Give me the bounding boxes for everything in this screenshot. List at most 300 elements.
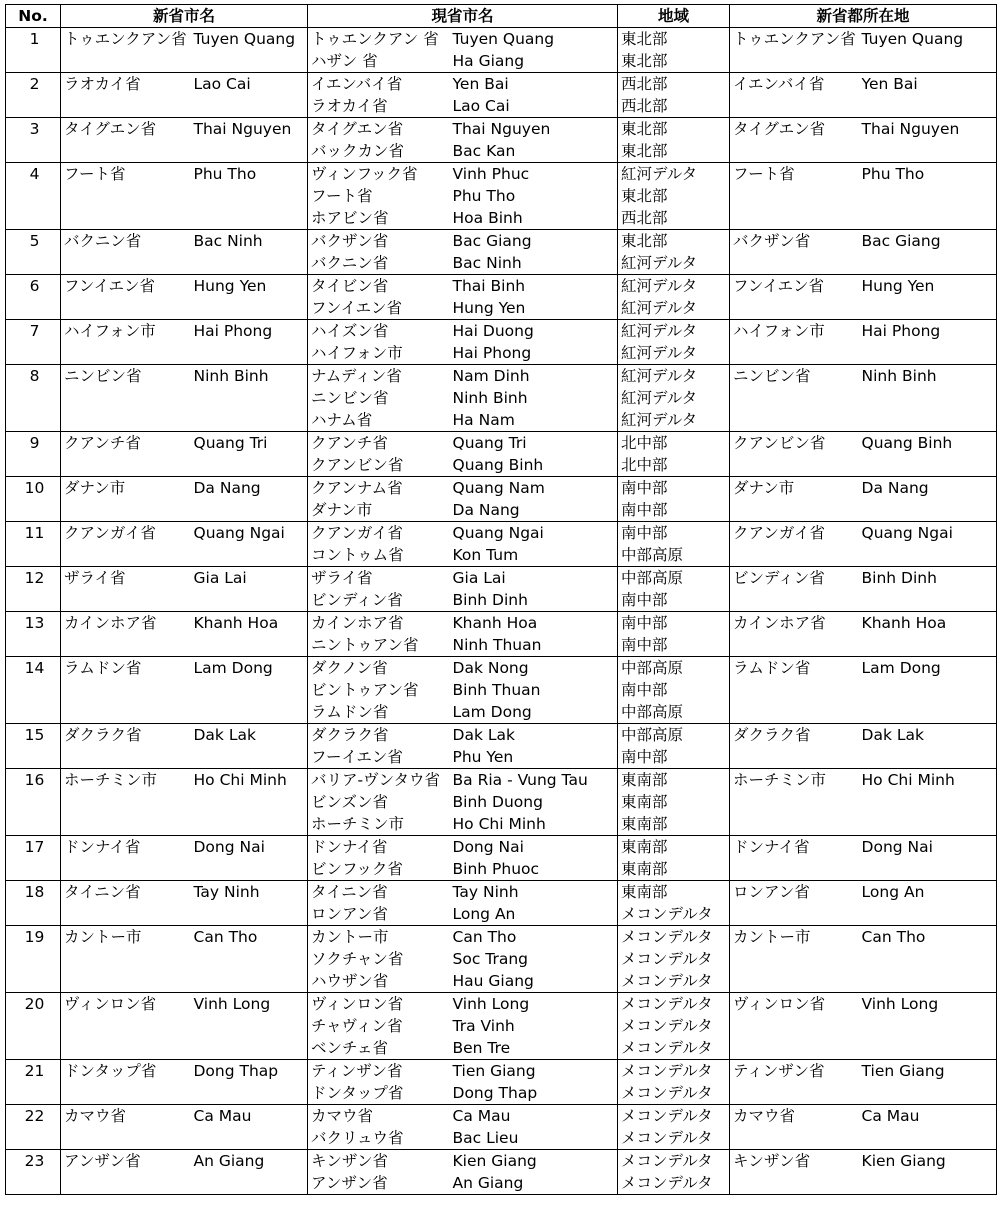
current-name-jp: ダクラク省: [308, 724, 450, 747]
capital-en: [859, 342, 997, 365]
region-cell: 西北部: [618, 73, 730, 96]
current-name-jp: コントゥム省: [308, 544, 450, 567]
current-name-en: Dong Nai: [450, 836, 618, 859]
capital-en: [859, 1127, 997, 1150]
current-name-jp: トゥエンクアン 省: [308, 28, 450, 51]
capital-en: [859, 1172, 997, 1195]
capital-en: Long An: [859, 881, 997, 904]
row-number: 19: [6, 926, 61, 949]
region-cell: 東南部: [618, 791, 730, 813]
region-cell: 東南部: [618, 858, 730, 881]
region-cell: 南中部: [618, 589, 730, 612]
row-number: 14: [6, 657, 61, 680]
row-number: 4: [6, 163, 61, 186]
current-name-jp: クアンガイ省: [308, 522, 450, 545]
new-name-en: Dong Nai: [191, 836, 308, 859]
current-name-jp: フンイエン省: [308, 297, 450, 320]
row-number: 5: [6, 230, 61, 253]
header-current-name: 現省市名: [308, 5, 618, 28]
current-name-jp: タイニン省: [308, 881, 450, 904]
capital-jp: ニンビン省: [730, 365, 859, 388]
capital-jp: カントー市: [730, 926, 859, 949]
row-number: [6, 970, 61, 993]
current-name-en: Lao Cai: [450, 95, 618, 118]
capital-en: Khanh Hoa: [859, 612, 997, 635]
table-row: [6, 567, 997, 590]
capital-en: [859, 185, 997, 207]
capital-en: Tien Giang: [859, 1060, 997, 1083]
table-row: [6, 701, 997, 724]
current-name-en: Quang Binh: [450, 454, 618, 477]
capital-jp: イエンバイ省: [730, 73, 859, 96]
row-number: 23: [6, 1150, 61, 1173]
capital-jp: カインホア省: [730, 612, 859, 635]
capital-jp: フート省: [730, 163, 859, 186]
current-name-en: Can Tho: [450, 926, 618, 949]
current-name-jp: バックカン省: [308, 140, 450, 163]
region-cell: メコンデルタ: [618, 1060, 730, 1083]
current-name-jp: クアンチ省: [308, 432, 450, 455]
row-number: 22: [6, 1105, 61, 1128]
current-name-en: Quang Ngai: [450, 522, 618, 545]
new-name-en: [191, 948, 308, 970]
new-name-jp: [61, 140, 191, 163]
capital-en: [859, 1082, 997, 1105]
table-row: [6, 163, 997, 186]
current-name-en: Bac Kan: [450, 140, 618, 163]
row-number: [6, 387, 61, 409]
region-cell: 南中部: [618, 499, 730, 522]
table-row: [6, 432, 997, 455]
row-number: [6, 1172, 61, 1195]
row-number: 2: [6, 73, 61, 96]
current-name-en: Lam Dong: [450, 701, 618, 724]
row-number: 17: [6, 836, 61, 859]
capital-en: Ca Mau: [859, 1105, 997, 1128]
table-row: [6, 836, 997, 859]
region-cell: メコンデルタ: [618, 1127, 730, 1150]
new-name-en: [191, 1127, 308, 1150]
capital-en: [859, 140, 997, 163]
new-name-jp: ホーチミン市: [61, 769, 191, 792]
new-name-jp: [61, 185, 191, 207]
region-cell: 紅河デルタ: [618, 409, 730, 432]
new-name-en: [191, 544, 308, 567]
current-name-en: Vinh Long: [450, 993, 618, 1016]
new-name-jp: [61, 679, 191, 701]
capital-jp: [730, 1037, 859, 1060]
current-name-en: An Giang: [450, 1172, 618, 1195]
capital-jp: ハイフォン市: [730, 320, 859, 343]
row-number: [6, 813, 61, 836]
new-name-en: [191, 1037, 308, 1060]
new-name-en: Bac Ninh: [191, 230, 308, 253]
capital-jp: [730, 634, 859, 657]
current-name-en: Bac Lieu: [450, 1127, 618, 1150]
row-number: 18: [6, 881, 61, 904]
current-name-jp: キンザン省: [308, 1150, 450, 1173]
region-cell: 東南部: [618, 881, 730, 904]
row-number: 7: [6, 320, 61, 343]
current-name-en: Khanh Hoa: [450, 612, 618, 635]
table-row: [6, 1037, 997, 1060]
current-name-jp: ダナン市: [308, 499, 450, 522]
new-name-en: Can Tho: [191, 926, 308, 949]
current-name-en: Hau Giang: [450, 970, 618, 993]
new-name-en: [191, 499, 308, 522]
current-name-en: Hoa Binh: [450, 207, 618, 230]
capital-en: [859, 589, 997, 612]
row-number: [6, 499, 61, 522]
capital-jp: トゥエンクアン省: [730, 28, 859, 51]
capital-en: Vinh Long: [859, 993, 997, 1016]
current-name-jp: ビントゥアン省: [308, 679, 450, 701]
new-name-en: [191, 970, 308, 993]
current-name-jp: ホアビン省: [308, 207, 450, 230]
new-name-jp: [61, 387, 191, 409]
current-name-en: Binh Phuoc: [450, 858, 618, 881]
capital-jp: ホーチミン市: [730, 769, 859, 792]
region-cell: 東北部: [618, 230, 730, 253]
current-name-en: Ho Chi Minh: [450, 813, 618, 836]
capital-en: [859, 499, 997, 522]
new-name-en: [191, 746, 308, 769]
current-name-en: Long An: [450, 903, 618, 926]
current-name-en: Ninh Binh: [450, 387, 618, 409]
row-number: 20: [6, 993, 61, 1016]
new-name-en: [191, 252, 308, 275]
new-name-jp: [61, 903, 191, 926]
new-name-jp: ダナン市: [61, 477, 191, 500]
current-name-jp: バクザン省: [308, 230, 450, 253]
row-number: [6, 589, 61, 612]
new-name-jp: タイニン省: [61, 881, 191, 904]
capital-en: Dak Lak: [859, 724, 997, 747]
capital-en: [859, 858, 997, 881]
table-row: [6, 387, 997, 409]
new-name-jp: [61, 746, 191, 769]
capital-jp: タイグエン省: [730, 118, 859, 141]
current-name-jp: ハイフォン市: [308, 342, 450, 365]
table-row: [6, 970, 997, 993]
new-name-jp: クアンチ省: [61, 432, 191, 455]
capital-jp: [730, 387, 859, 409]
current-name-jp: タイグエン省: [308, 118, 450, 141]
new-name-jp: トゥエンクアン省: [61, 28, 191, 51]
capital-en: [859, 701, 997, 724]
current-name-jp: ラオカイ省: [308, 95, 450, 118]
current-name-jp: チャヴィン省: [308, 1015, 450, 1037]
capital-jp: [730, 454, 859, 477]
capital-en: [859, 95, 997, 118]
row-number: 11: [6, 522, 61, 545]
current-name-jp: ナムディン省: [308, 365, 450, 388]
new-name-jp: カントー市: [61, 926, 191, 949]
table-row: [6, 724, 997, 747]
table-row: [6, 746, 997, 769]
table-row: [6, 858, 997, 881]
capital-en: [859, 409, 997, 432]
capital-en: Da Nang: [859, 477, 997, 500]
current-name-en: Da Nang: [450, 499, 618, 522]
row-number: [6, 185, 61, 207]
capital-jp: [730, 948, 859, 970]
region-cell: メコンデルタ: [618, 1015, 730, 1037]
region-cell: 紅河デルタ: [618, 387, 730, 409]
new-name-en: [191, 297, 308, 320]
new-name-jp: ヴィンロン省: [61, 993, 191, 1016]
capital-jp: ドンナイ省: [730, 836, 859, 859]
table-row: [6, 1015, 997, 1037]
new-name-en: [191, 409, 308, 432]
current-name-en: Ninh Thuan: [450, 634, 618, 657]
row-number: 16: [6, 769, 61, 792]
table-row: [6, 50, 997, 73]
capital-jp: [730, 970, 859, 993]
row-number: [6, 1127, 61, 1150]
new-name-jp: [61, 544, 191, 567]
new-name-en: [191, 634, 308, 657]
region-cell: 東北部: [618, 28, 730, 51]
new-name-en: Hung Yen: [191, 275, 308, 298]
table-row: [6, 118, 997, 141]
new-name-en: [191, 342, 308, 365]
new-name-en: Vinh Long: [191, 993, 308, 1016]
current-name-en: Kien Giang: [450, 1150, 618, 1173]
capital-en: [859, 387, 997, 409]
new-name-en: Lao Cai: [191, 73, 308, 96]
capital-jp: ダナン市: [730, 477, 859, 500]
new-name-jp: ハイフォン市: [61, 320, 191, 343]
current-name-en: Vinh Phuc: [450, 163, 618, 186]
current-name-jp: ロンアン省: [308, 903, 450, 926]
table-row: [6, 589, 997, 612]
capital-jp: バクザン省: [730, 230, 859, 253]
capital-en: [859, 544, 997, 567]
region-cell: メコンデルタ: [618, 970, 730, 993]
current-name-jp: ドンタップ省: [308, 1082, 450, 1105]
current-name-en: Ca Mau: [450, 1105, 618, 1128]
current-name-jp: ヴィンロン省: [308, 993, 450, 1016]
region-cell: メコンデルタ: [618, 1082, 730, 1105]
capital-en: Ho Chi Minh: [859, 769, 997, 792]
new-name-en: [191, 1172, 308, 1195]
table-row: [6, 791, 997, 813]
new-name-en: Khanh Hoa: [191, 612, 308, 635]
capital-en: [859, 1037, 997, 1060]
current-name-en: Ben Tre: [450, 1037, 618, 1060]
capital-en: [859, 903, 997, 926]
new-name-jp: [61, 95, 191, 118]
new-name-jp: バクニン省: [61, 230, 191, 253]
new-name-jp: ラムドン省: [61, 657, 191, 680]
capital-jp: [730, 679, 859, 701]
current-name-jp: カインホア省: [308, 612, 450, 635]
new-name-en: [191, 813, 308, 836]
region-cell: 中部高原: [618, 567, 730, 590]
capital-en: Yen Bai: [859, 73, 997, 96]
new-name-jp: ニンビン省: [61, 365, 191, 388]
new-name-en: Tuyen Quang: [191, 28, 308, 51]
header-row: [6, 5, 997, 28]
row-number: [6, 701, 61, 724]
capital-en: [859, 50, 997, 73]
new-name-jp: ドンナイ省: [61, 836, 191, 859]
capital-jp: ビンディン省: [730, 567, 859, 590]
region-cell: 紅河デルタ: [618, 275, 730, 298]
current-name-en: Phu Tho: [450, 185, 618, 207]
new-name-en: [191, 140, 308, 163]
new-name-jp: [61, 970, 191, 993]
new-name-jp: [61, 634, 191, 657]
current-name-jp: カントー市: [308, 926, 450, 949]
new-name-jp: [61, 409, 191, 432]
current-name-en: Hung Yen: [450, 297, 618, 320]
new-name-jp: [61, 454, 191, 477]
row-number: [6, 342, 61, 365]
row-number: [6, 858, 61, 881]
current-name-jp: ヴィンフック省: [308, 163, 450, 186]
capital-jp: カマウ省: [730, 1105, 859, 1128]
current-name-en: Binh Thuan: [450, 679, 618, 701]
current-name-jp: ソクチャン省: [308, 948, 450, 970]
new-name-jp: ザライ省: [61, 567, 191, 590]
capital-en: [859, 970, 997, 993]
current-name-en: Tien Giang: [450, 1060, 618, 1083]
current-name-jp: イエンバイ省: [308, 73, 450, 96]
table-row: [6, 454, 997, 477]
capital-jp: [730, 140, 859, 163]
new-name-jp: [61, 948, 191, 970]
new-name-jp: カマウ省: [61, 1105, 191, 1128]
table-row: [6, 477, 997, 500]
region-cell: 東北部: [618, 185, 730, 207]
region-cell: 中部高原: [618, 657, 730, 680]
capital-en: [859, 791, 997, 813]
current-name-en: Ba Ria - Vung Tau: [450, 769, 618, 792]
region-cell: 紅河デルタ: [618, 297, 730, 320]
table-row: [6, 275, 997, 298]
new-name-en: [191, 679, 308, 701]
region-cell: 南中部: [618, 612, 730, 635]
new-name-en: Tay Ninh: [191, 881, 308, 904]
row-number: 1: [6, 28, 61, 51]
table-row: [6, 948, 997, 970]
row-number: [6, 544, 61, 567]
current-name-en: Ha Nam: [450, 409, 618, 432]
capital-jp: [730, 701, 859, 724]
row-number: [6, 409, 61, 432]
new-name-en: Ho Chi Minh: [191, 769, 308, 792]
row-number: [6, 746, 61, 769]
current-name-jp: クアンビン省: [308, 454, 450, 477]
table-row: [6, 73, 997, 96]
row-number: [6, 454, 61, 477]
new-name-en: Quang Tri: [191, 432, 308, 455]
capital-jp: [730, 1015, 859, 1037]
new-name-jp: フンイエン省: [61, 275, 191, 298]
capital-jp: ロンアン省: [730, 881, 859, 904]
table-row: [6, 1172, 997, 1195]
table-row: [6, 185, 997, 207]
capital-en: [859, 813, 997, 836]
current-name-en: Ha Giang: [450, 50, 618, 73]
current-name-jp: ビンディン省: [308, 589, 450, 612]
region-cell: 北中部: [618, 432, 730, 455]
row-number: 10: [6, 477, 61, 500]
new-name-jp: アンザン省: [61, 1150, 191, 1173]
new-name-en: An Giang: [191, 1150, 308, 1173]
capital-en: Dong Nai: [859, 836, 997, 859]
table-row: [6, 28, 997, 51]
new-name-jp: クアンガイ省: [61, 522, 191, 545]
table-row: [6, 499, 997, 522]
row-number: 8: [6, 365, 61, 388]
new-name-en: [191, 701, 308, 724]
current-name-jp: ビンズン省: [308, 791, 450, 813]
capital-en: Lam Dong: [859, 657, 997, 680]
current-name-en: Gia Lai: [450, 567, 618, 590]
row-number: [6, 50, 61, 73]
current-name-en: Soc Trang: [450, 948, 618, 970]
current-name-jp: バリア-ヴンタウ省: [308, 769, 450, 792]
new-name-jp: [61, 1082, 191, 1105]
new-name-en: Thai Nguyen: [191, 118, 308, 141]
capital-jp: [730, 499, 859, 522]
capital-jp: [730, 791, 859, 813]
new-name-jp: [61, 701, 191, 724]
current-name-en: Tay Ninh: [450, 881, 618, 904]
new-name-en: Hai Phong: [191, 320, 308, 343]
row-number: [6, 1037, 61, 1060]
new-name-en: [191, 387, 308, 409]
region-cell: メコンデルタ: [618, 903, 730, 926]
capital-jp: クアンガイ省: [730, 522, 859, 545]
capital-jp: [730, 185, 859, 207]
capital-jp: [730, 813, 859, 836]
current-name-jp: ハザン 省: [308, 50, 450, 73]
region-cell: 東南部: [618, 769, 730, 792]
capital-jp: ヴィンロン省: [730, 993, 859, 1016]
new-name-en: [191, 185, 308, 207]
new-name-en: Dak Lak: [191, 724, 308, 747]
region-cell: 南中部: [618, 679, 730, 701]
capital-en: [859, 252, 997, 275]
region-cell: 南中部: [618, 746, 730, 769]
current-name-en: Dong Thap: [450, 1082, 618, 1105]
current-name-en: Dak Lak: [450, 724, 618, 747]
new-name-en: Quang Ngai: [191, 522, 308, 545]
new-name-jp: ダクラク省: [61, 724, 191, 747]
current-name-en: Tuyen Quang: [450, 28, 618, 51]
capital-jp: ダクラク省: [730, 724, 859, 747]
current-name-en: Quang Tri: [450, 432, 618, 455]
new-name-jp: [61, 50, 191, 73]
table-row: [6, 612, 997, 635]
row-number: [6, 207, 61, 230]
capital-en: Can Tho: [859, 926, 997, 949]
new-name-jp: [61, 589, 191, 612]
current-name-jp: アンザン省: [308, 1172, 450, 1195]
region-cell: 中部高原: [618, 701, 730, 724]
region-cell: メコンデルタ: [618, 1172, 730, 1195]
header-new-name: 新省市名: [61, 5, 308, 28]
new-name-en: Dong Thap: [191, 1060, 308, 1083]
row-number: 3: [6, 118, 61, 141]
current-name-jp: ニンビン省: [308, 387, 450, 409]
capital-en: Kien Giang: [859, 1150, 997, 1173]
table-row: [6, 903, 997, 926]
